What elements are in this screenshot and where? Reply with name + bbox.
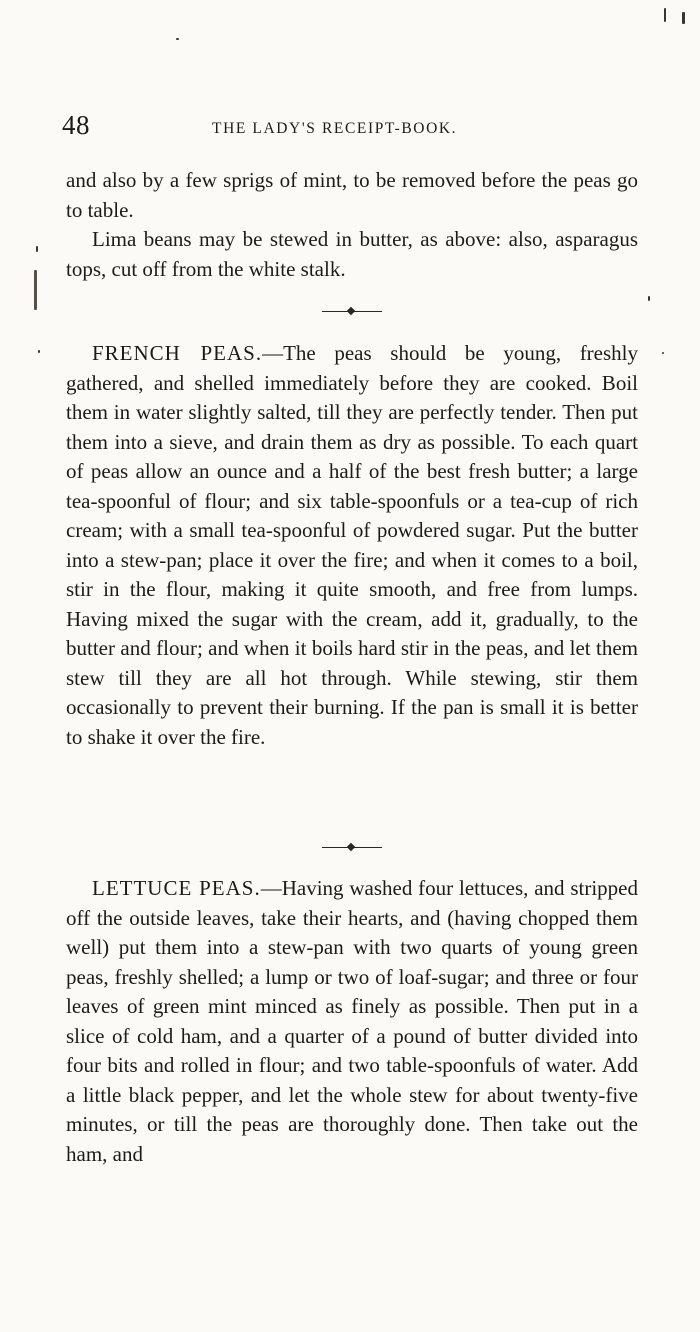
continuation-text xyxy=(66,166,638,284)
french-peas-body: —The peas should be young, freshly gathered, and shelled immediately before they are cooked. Boil them in water slightly salted, till they are perfectly tender. Then put them into a sieve, and drain them as dry as possible. To each quart of peas allow an ounce and a half of the best fresh butter; a large tea-spoonful of flour; and six table-spoonfuls or a tea-cup of rich cream; with a small tea-spoonful of powdered sugar. Put the butter into a stew-pan; place it over the fire; and when it comes to a boil, stir in the flour, making it quite smooth, and free from lumps. Having mixed the sugar with the cream, add it, gradually, to the butter and flour; and when it boils hard stir in the peas, and let them stew till they are all hot through. While stewing, stir them occasionally to prevent their burning. If the pan is small it is better to shake it over the fire. xyxy=(66,341,639,749)
french-peas-paragraph xyxy=(66,339,638,752)
page-header xyxy=(62,110,638,144)
section-divider xyxy=(322,306,382,318)
corner-speck xyxy=(682,12,685,24)
page-number: 48 xyxy=(62,110,90,140)
french-peas-recipe xyxy=(66,339,638,752)
lettuce-peas-paragraph xyxy=(66,874,638,1169)
continuation-paragraph: and also by a few sprigs of mint, to be removed before the peas go to table. xyxy=(66,168,638,222)
section-divider xyxy=(322,842,382,854)
top-speck xyxy=(176,38,179,40)
lima-beans-paragraph: Lima beans may be stewed in butter, as above: also, asparagus tops, cut off from the white stalk. xyxy=(66,227,638,281)
french-peas-title: FRENCH PEAS. xyxy=(92,341,263,365)
divider-ornament xyxy=(347,307,355,315)
running-head: THE LADY'S RECEIPT-BOOK. xyxy=(212,120,458,137)
margin-speck xyxy=(38,350,40,353)
corner-speck xyxy=(664,8,666,22)
margin-mark xyxy=(34,270,37,310)
lettuce-peas-title: LETTUCE PEAS. xyxy=(92,876,261,900)
divider-ornament xyxy=(347,843,355,851)
lettuce-peas-recipe xyxy=(66,874,638,1169)
lettuce-peas-body: —Having washed four lettuces, and stripped off the outside leaves, take their hearts, and (having chopped them well) put them into a stew-pan with two quarts of young green peas, freshly shelled; a lump or two of loaf-sugar; and three or four leaves of green mint minced as finely as possible. Then put in a slice of cold ham, and a quarter of a pound of butter divided into four bits and rolled in flour; and two table-spoonfuls of water. Add a little black pepper, and let the whole stew for about twenty-five minutes, or till the peas are thoroughly done. Then take out the ham, and xyxy=(66,876,638,1166)
margin-speck xyxy=(36,246,38,252)
margin-speck xyxy=(648,296,650,301)
margin-speck xyxy=(662,352,664,354)
